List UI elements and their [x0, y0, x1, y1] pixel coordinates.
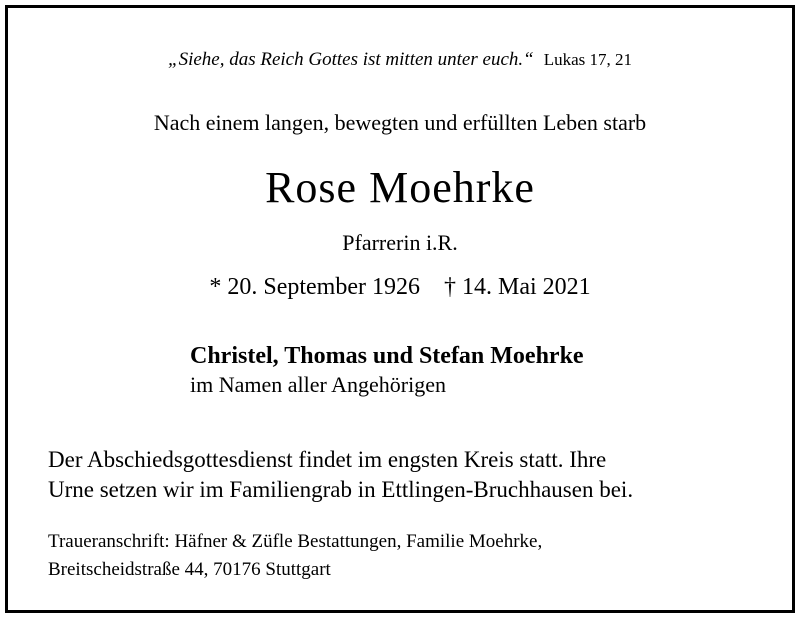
signer-subtitle: im Namen aller Angehörigen	[190, 372, 446, 397]
address-line-1: Traueranschrift: Häfner & Züfle Bestattungen, Familie Moehrke,	[48, 531, 543, 552]
death-date: † 14. Mai 2021	[443, 274, 591, 300]
signer-names: Christel, Thomas und Stefan Moehrke	[190, 343, 584, 369]
service-info	[48, 445, 633, 505]
bible-quote: „Siehe, das Reich Gottes ist mitten unter euch.“	[168, 49, 534, 70]
bible-reference: Lukas 17, 21	[543, 50, 632, 69]
birth-date: * 20. September 1926	[209, 274, 420, 300]
obituary-notice	[5, 5, 795, 613]
mourning-address	[48, 528, 542, 584]
deceased-title: Pfarrerin i.R.	[342, 230, 458, 255]
service-line-2: Urne setzen wir im Familiengrab in Ettlingen-Bruchhausen bei.	[48, 477, 634, 502]
service-line-1: Der Abschiedsgottesdienst findet im engsten Kreis statt. Ihre	[48, 447, 607, 472]
life-dates	[8, 274, 792, 301]
deceased-name: Rose Moehrke	[265, 163, 535, 212]
signers-block	[190, 341, 584, 399]
quote-line	[8, 49, 792, 71]
intro-text: Nach einem langen, bewegten und erfüllten Leben starb	[153, 110, 647, 135]
address-line-2: Breitscheidstraße 44, 70176 Stuttgart	[48, 559, 331, 580]
